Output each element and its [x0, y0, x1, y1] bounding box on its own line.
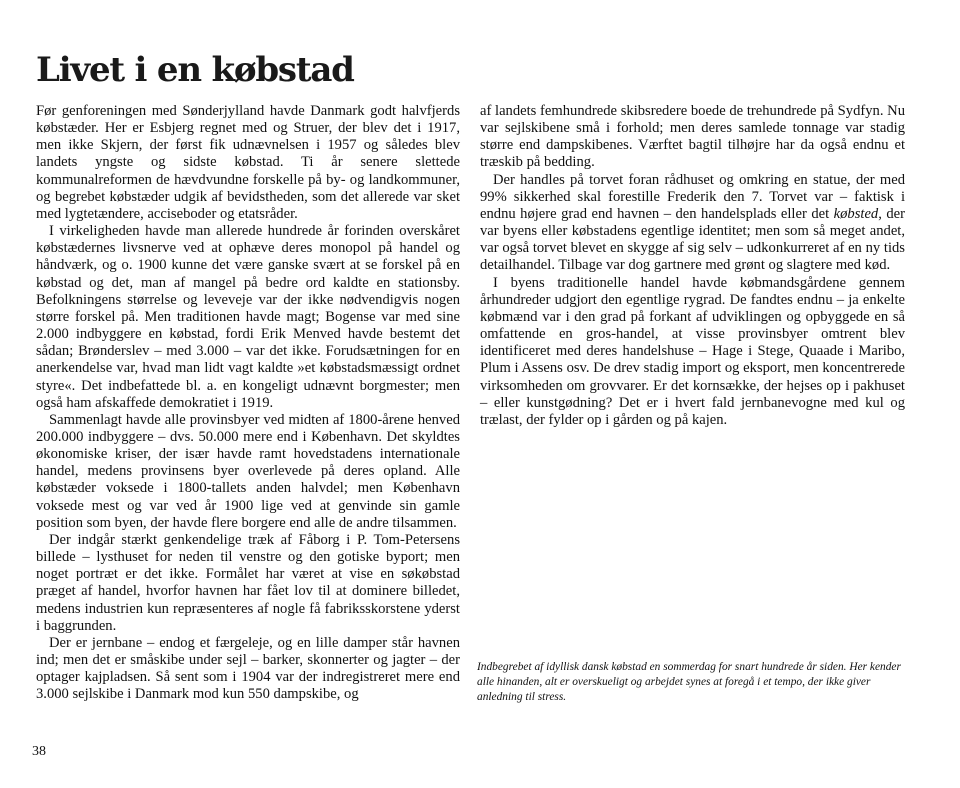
paragraph-torvet — [480, 172, 905, 275]
paragraph: Før genforeningen med Sønderjylland havde Danmark godt halvfjerds købstæder. Her er Esbjerg regnet med og Struer, der blev det i 1917, men ikke Skjern, der først fik udnævnelsen i 1957 og således blev landets yngste og sidste købstad. Ti år senere slettede kommunalreformen de hævdvundne forskelle på by- og landkommuner, og begrebet købstæder udgik af bevidstheden, som det allerede var sket med lygtetændere, acciseboder og etatsråder. — [36, 103, 460, 222]
image-caption: Indbegrebet af idyllisk dansk købstad en sommerdag for snart hundrede år siden. Her kender alle hinanden, alt er overskueligt og arbejdet synes at foregå i et tempo, der ikke giver anledning til stress. — [477, 661, 901, 704]
paragraph: Der er jernbane – endog et færgeleje, og en lille damper står havnen ind; men det er småskibe under sejl – barker, skonnerter og jagter – der optager kajpladsen. Så sent som i 1904 var der indregistreret mere end 3.000 sejlskibe i Danmark mod kun 550 dampskibe, og — [36, 634, 460, 703]
paragraph: Sammenlagt havde alle provinsbyer ved midten af 1800-årene henved 200.000 indbyggere – dvs. 50.000 mere end i København. Det skyldtes økonomiske kriser, der især havde ramt hovedstadens internationale handel, medens provinsens byer overlevede på deres opland. Alle købstæder voksede i 1800-tallets anden halvdel; men København voksede mest og var ved år 1900 lige ved at genvinde sin gamle position som byen, der havde flere borgere end alle de andre tilsammen. — [36, 411, 460, 531]
paragraph: Der indgår stærkt genkendelige træk af Fåborg i P. Tom-Petersens billede – lysthuset for neden til venstre og den gotiske byport; men noget portræt er det ikke. Formålet har været at vise en søkøbstad præget af handel, hvorfor havnen har fået lov til at dominere billedet, medens industrien kun repræsenteres af nogle få fabriksskorstene yderst i baggrunden. — [36, 531, 460, 634]
emphasis-text: købsted — [833, 205, 879, 222]
paragraph: af landets femhundrede skibsredere boede de trehundrede på Sydfyn. Nu var sejlskibene små i forhold; men deres samlede tonnage var stadig større end dampskibenes. Værftet bagtil tilhøjre har da også endnu et træskib på bedding. — [480, 103, 905, 171]
page-number: 38 — [32, 744, 46, 759]
paragraph-text: , der var byens eller købstadens egentlige identitet; men som så meget andet, var også torvet blevet en skygge af sig selv – udkonkurreret af en ny tids detailhandel. Tilbage var dog gartnere med grønt og slagtere med kød. — [480, 205, 906, 274]
paragraph-text: Der handles på torvet foran rådhuset og omkring en statue, der med 99% sikkerhed skal forestille Frederik den 7. Torvet var – faktisk i endnu højere grad end havnen – den handelsplads eller det — [480, 171, 905, 222]
right-column — [480, 103, 905, 429]
left-column — [36, 103, 460, 703]
page-title: Livet i en købstad — [36, 50, 354, 90]
paragraph: I byens traditionelle handel havde købmandsgårdene gennem århundreder udgjort den egentlige rygrad. De fandtes endnu – ja enkelte købmænd var i den grad på forkant af udviklingen og opbyggede en så omfattende en gros-handel, at visse provinsbyer omtrent blev identificeret med deres handelshuse – Hage i Stege, Quaade i Maribo, Plum i Assens osv. De drev stadig import og eksport, men koncentrerede virksomheden om grovvarer. Er det kornsække, der hejses op i pakhuset – eller kunstgødning? Det er i hvert fald jernbanevogne med kul og trælast, der fylder op i gården og på kajen. — [480, 274, 905, 428]
paragraph: I virkeligheden havde man allerede hundrede år forinden overskåret købstædernes livsnerve ved at ophæve deres monopol på handel og håndværk, og o. 1900 kunne det være ganske svært at se forskel på en købstad og det, man af mangel på bedre ord kaldte en stationsby. Befolkningens størrelse og leveveje var der ikke nødvendigvis nogen større forskel på. Men traditionen havde magt; Bogense var med sine 2.000 indbyggere en købstad, fordi Erik Menved havde bestemt det sådan; Brønderslev – med 3.000 – var det ikke. Forudsætningen for en anerkendelse var, hvad man lidt vagt kaldte »et købstadsmæssigt ordnet styre«. Det indbefattede bl. a. en kongeligt udnævnt borgmester; men også ham afskaffede demokratiet i 1919. — [36, 223, 460, 411]
